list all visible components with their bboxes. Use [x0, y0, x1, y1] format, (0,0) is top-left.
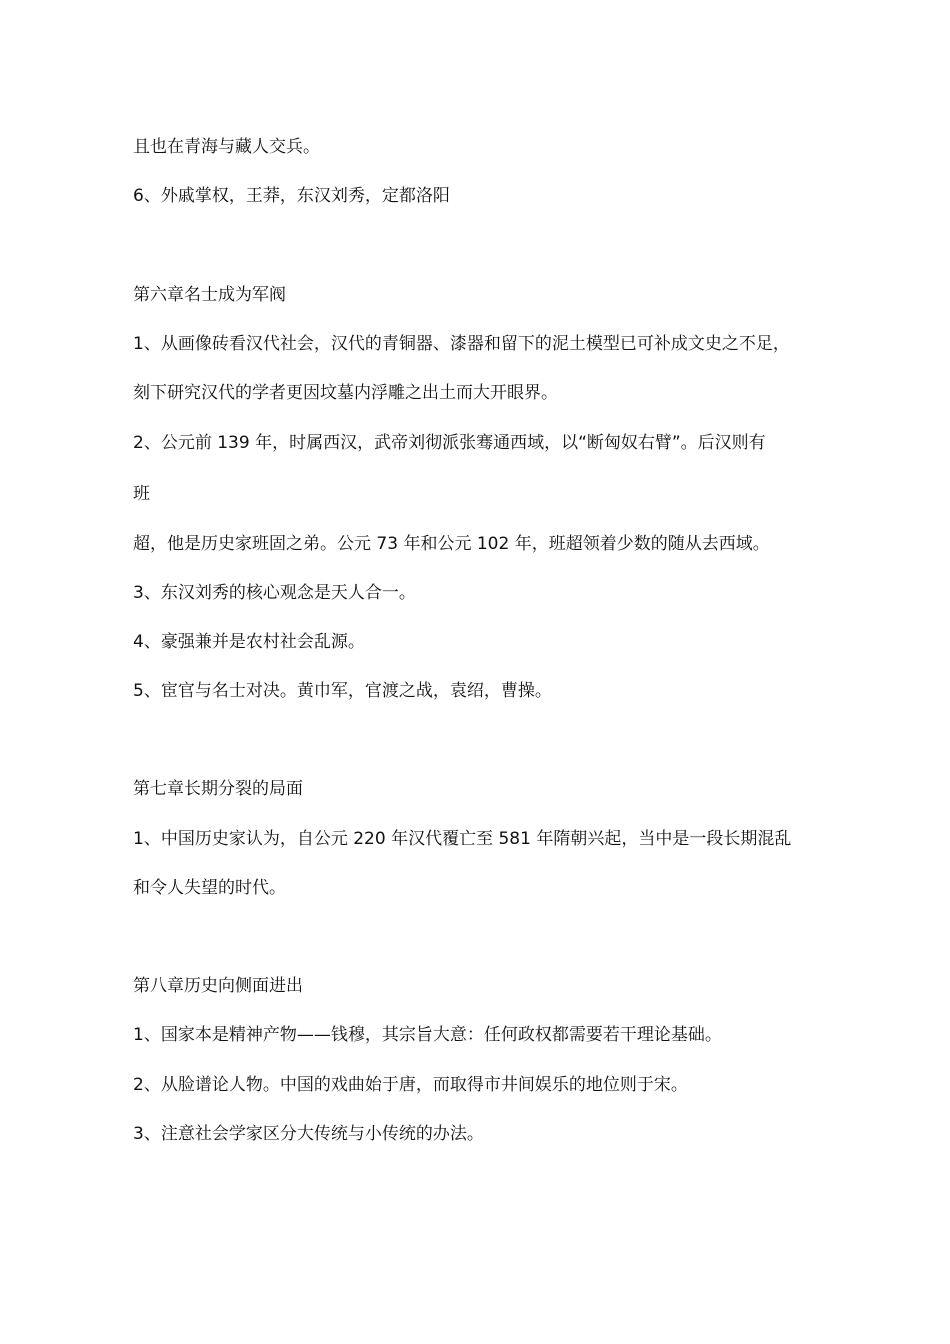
- paragraph-line: 1、从画像砖看汉代社会，汉代的青铜器、漆器和留下的泥土模型已可补成文史之不足，: [133, 334, 790, 354]
- paragraph-line: 1、国家本是精神产物——钱穆，其宗旨大意：任何政权都需要若干理论基础。: [133, 1025, 722, 1045]
- paragraph-line: 1、中国历史家认为，自公元 220 年汉代覆亡至 581 年隋朝兴起，当中是一段长期混乱: [133, 829, 792, 849]
- paragraph-line: 3、东汉刘秀的核心观念是天人合一。: [133, 583, 416, 603]
- paragraph-line: 4、豪强兼并是农村社会乱源。: [133, 632, 365, 652]
- paragraph-line: 超，他是历史家班固之弟。公元 73 年和公元 102 年，班超领着少数的随从去西域。: [133, 534, 770, 554]
- paragraph-line: 且也在青海与藏人交兵。: [133, 137, 320, 157]
- paragraph-line: 6、外戚掌权，王莽，东汉刘秀，定都洛阳: [133, 186, 450, 206]
- paragraph-line: 5、宦官与名士对决。黄巾军，官渡之战，袁绍，曹操。: [133, 681, 552, 701]
- paragraph-line: 2、从脸谱论人物。中国的戏曲始于唐，而取得市井间娱乐的地位则于宋。: [133, 1075, 688, 1095]
- paragraph-line: 刻下研究汉代的学者更因坟墓内浮雕之出土而大开眼界。: [133, 383, 558, 403]
- chapter-heading: 第七章长期分裂的局面: [133, 779, 303, 799]
- paragraph-line: 2、公元前 139 年，时属西汉，武帝刘彻派张骞通西域，以“断匈奴右臂”。后汉则有: [133, 433, 766, 453]
- paragraph-line: 和令人失望的时代。: [133, 878, 286, 898]
- chapter-heading: 第八章历史向侧面进出: [133, 976, 303, 996]
- paragraph-line: 班: [133, 484, 150, 504]
- chapter-heading: 第六章名士成为军阀: [133, 285, 286, 305]
- paragraph-line: 3、注意社会学家区分大传统与小传统的办法。: [133, 1124, 484, 1144]
